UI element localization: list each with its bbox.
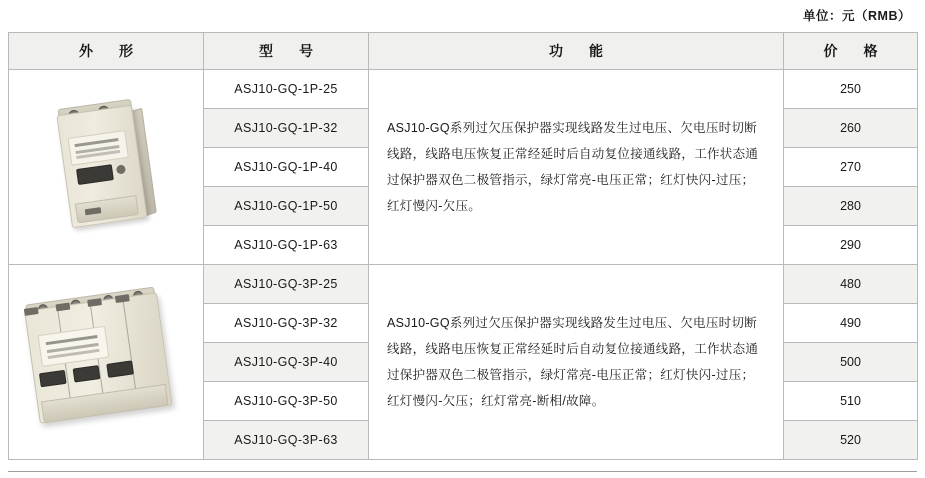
column-header-model: 型 号 (204, 33, 369, 70)
price-cell: 520 (784, 421, 918, 460)
price-cell: 490 (784, 304, 918, 343)
model-cell: ASJ10-GQ-3P-32 (204, 304, 369, 343)
price-cell: 510 (784, 382, 918, 421)
model-cell: ASJ10-GQ-1P-63 (204, 226, 369, 265)
table-row (9, 70, 918, 109)
price-cell: 480 (784, 265, 918, 304)
table-row (9, 265, 918, 304)
column-header-shape: 外 形 (9, 33, 204, 70)
circuit-breaker-3p-image (13, 269, 199, 455)
price-cell: 500 (784, 343, 918, 382)
price-cell: 280 (784, 187, 918, 226)
price-cell: 290 (784, 226, 918, 265)
function-description-cell-1p: ASJ10-GQ系列过欠压保护器实现线路发生过电压、欠电压时切断线路，线路电压恢复正常经延时后自动复位接通线路，工作状态通过保护器双色二极管指示，绿灯常亮-电压正常；红灯快闪-过压；红灯慢闪-欠压。 (369, 70, 784, 265)
product-shape-cell-1p (9, 70, 204, 265)
price-cell: 260 (784, 109, 918, 148)
product-shape-cell-3p (9, 265, 204, 460)
model-cell: ASJ10-GQ-3P-63 (204, 421, 369, 460)
model-cell: ASJ10-GQ-3P-50 (204, 382, 369, 421)
table-header-row (9, 33, 918, 70)
breaker-1p-drawing (38, 95, 175, 238)
column-header-price: 价 格 (784, 33, 918, 70)
product-price-table (8, 32, 918, 460)
model-cell: ASJ10-GQ-1P-25 (204, 70, 369, 109)
column-header-function: 功 能 (369, 33, 784, 70)
breaker-3p-drawing (13, 281, 199, 443)
model-cell: ASJ10-GQ-3P-40 (204, 343, 369, 382)
model-cell: ASJ10-GQ-1P-32 (204, 109, 369, 148)
price-cell: 270 (784, 148, 918, 187)
model-cell: ASJ10-GQ-1P-40 (204, 148, 369, 187)
bottom-divider (8, 471, 917, 472)
function-description-cell-3p: ASJ10-GQ系列过欠压保护器实现线路发生过电压、欠电压时切断线路，线路电压恢复正常经延时后自动复位接通线路，工作状态通过保护器双色二极管指示，绿灯常亮-电压正常；红灯快闪-过压；红灯慢闪-欠压；红灯常亮-断相/故障。 (369, 265, 784, 460)
model-cell: ASJ10-GQ-3P-25 (204, 265, 369, 304)
model-cell: ASJ10-GQ-1P-50 (204, 187, 369, 226)
product-price-table-container (8, 32, 917, 460)
table-body (9, 70, 918, 460)
unit-note: 单位：元（RMB） (803, 9, 911, 23)
table-header (9, 33, 918, 70)
circuit-breaker-1p-image (13, 74, 199, 260)
price-cell: 250 (784, 70, 918, 109)
